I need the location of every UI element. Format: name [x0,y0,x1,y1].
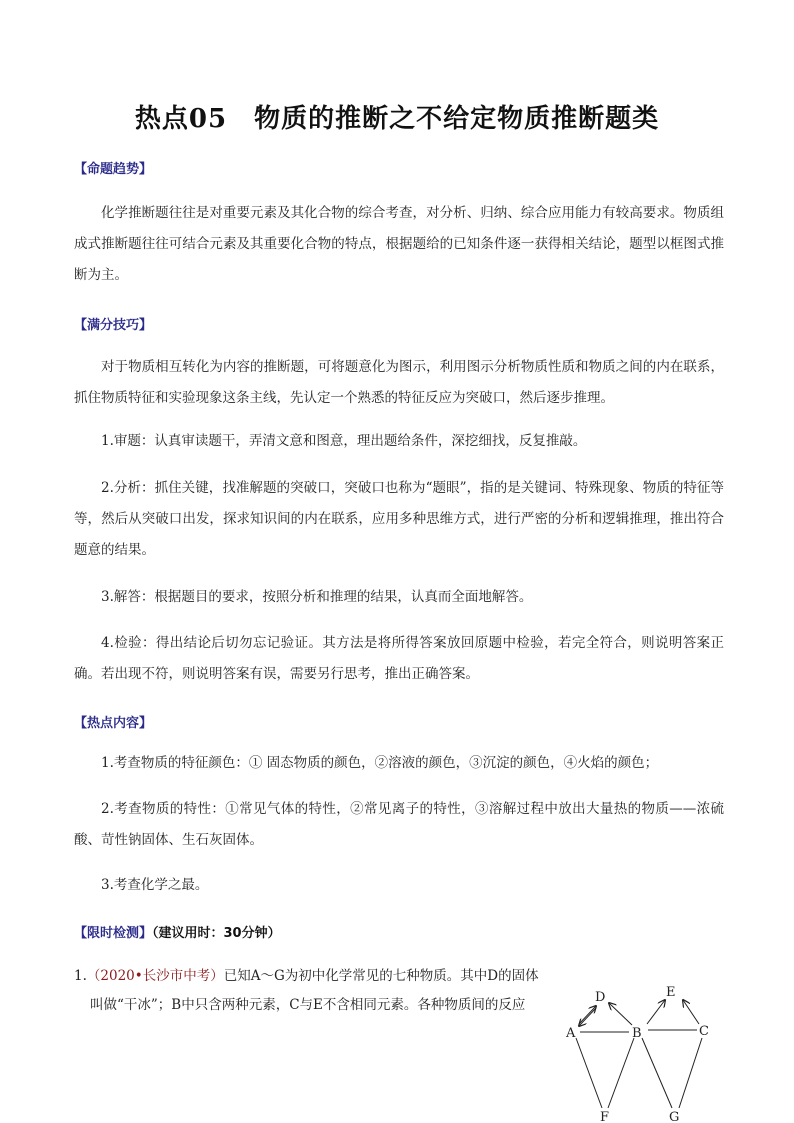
section-heading-skills: 【满分技巧】 [74,318,153,333]
content-item-2: 2.考查物质的特性：①常见气体的特性，②常见离子的特性，③溶解过程中放出大量热的物质——浓硫酸、苛性钠固体、生石灰固体。 [74,801,724,848]
question-number: 1. [74,968,87,984]
node-g: G [669,1110,680,1123]
section-heading-trend: 【命题趋势】 [74,162,153,177]
node-c: C [699,1024,709,1039]
question-1-line-1 [74,962,554,991]
edge-b-f [608,1038,634,1108]
content-item-1: 1.考查物质的特征颜色：① 固态物质的颜色，②溶液的颜色，③沉淀的颜色，④火焰的颜色； [101,755,659,771]
node-e: E [666,985,676,1000]
edge-c-e [683,1000,699,1024]
question-1-text-1: 已知A～G为初中化学常见的七种物质。其中D的固体 [223,968,539,984]
edge-a-d [579,1006,596,1024]
skills-step-4: 4.检验：得出结论后切勿忘记验证。其方法是将所得答案放回原题中检验，若完全符合，则说明答案正确。若出现不符，则说明答案有误，需要另行思考，推出正确答案。 [74,635,724,682]
edge-d-a [579,1008,596,1026]
section-heading-content: 【热点内容】 [74,716,153,731]
node-f: F [600,1110,610,1123]
edge-a-f [576,1038,602,1108]
edge-b-e [647,1000,665,1024]
skills-step-3: 3.解答：根据题目的要求，按照分析和推理的结果，认真而全面地解答。 [101,589,533,605]
trend-paragraph: 化学推断题往往是对重要元素及其化合物的综合考查，对分析、归纳、综合应用能力有较高要求。物质组成式推断题往往可结合元素及其重要化合物的特点，根据题给的已知条件逐一获得相关结论，题型以框图式推断为主。 [74,205,724,283]
question-1 [74,962,554,1020]
test-time-tip: （建议用时：30分钟） [152,926,281,941]
skills-intro-paragraph: 对于物质相互转化为内容的推断题，可将题意化为图示，利用图示分析物质性质和物质之间的内在联系，抓住物质特征和实验现象这条主线，先认定一个熟悉的特征反应为突破口，然后逐步推理。 [74,359,724,406]
content-item-3: 3.考查化学之最。 [101,877,209,893]
node-d: D [595,990,606,1005]
test-heading-label: 【限时检测】 [74,926,153,941]
edge-c-g [679,1038,702,1108]
node-a: A [566,1026,576,1041]
page-title: 热点05 物质的推断之不给定物质推断题类 [134,104,660,134]
question-1-line-2: 叫做“干冰”；B中只含两种元素，C与E不含相同元素。各种物质间的反应 [90,997,526,1013]
skills-step-1: 1.审题：认真审读题干，弄清文意和图意，理出题给条件，深挖细找，反复推敲。 [101,433,587,449]
question-source: （2020•长沙市中考） [86,968,224,984]
reaction-diagram [552,978,732,1123]
section-heading-test [74,922,281,941]
edge-b-g [642,1038,672,1108]
skills-step-2: 2.分析：抓住关键，找准解题的突破口，突破口也称为“题眼”，指的是关键词、特殊现象、物质的特征等等，然后从突破口出发，探求知识间的内在联系，应用多种思维方式，进行严密的分析和逻辑推理，推出符合题意的结果。 [74,480,724,558]
edge-b-d [609,1003,632,1025]
node-b: B [632,1026,642,1041]
